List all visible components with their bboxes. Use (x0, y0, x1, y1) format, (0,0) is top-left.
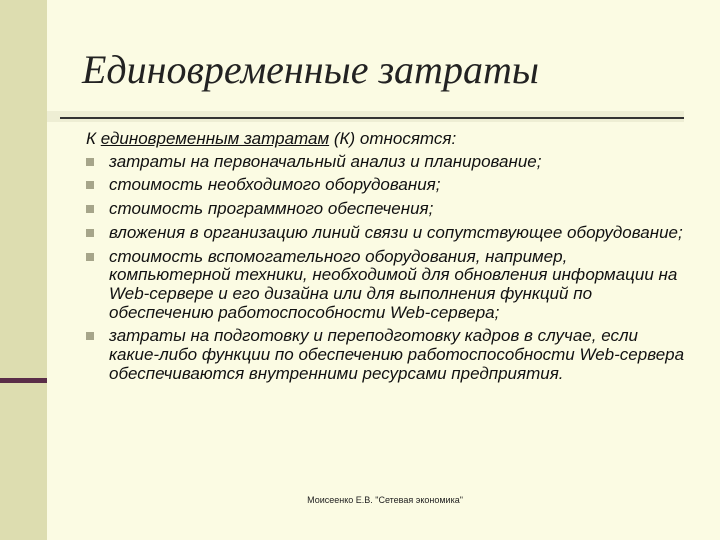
list-item-text: стоимость вспомогательного оборудования, например, компьютерной техники, необходимой для обновления информации на Web-сервере и его дизайна или для выполнения функций по обеспечению работоспособности Web-сервера; (109, 246, 678, 322)
slide-footer: Моисеенко Е.В. "Сетевая экономика" (307, 495, 463, 505)
list-item-text: вложения в организацию линий связи и сопутствующее оборудование; (109, 222, 683, 242)
intro-suffix: (К) относятся: (329, 129, 457, 148)
slide-title: Единовременные затраты (82, 47, 539, 92)
intro-prefix: К (86, 129, 101, 148)
list-item-text: затраты на первоначальный анализ и планирование; (109, 151, 542, 171)
slide-body (86, 130, 686, 388)
list-item (86, 327, 686, 383)
square-bullet-icon (86, 205, 94, 213)
square-bullet-icon (86, 332, 94, 340)
left-decor-band (0, 0, 47, 540)
list-item (86, 248, 686, 323)
square-bullet-icon (86, 158, 94, 166)
list-item (86, 176, 686, 195)
list-item (86, 153, 686, 172)
list-item (86, 200, 686, 219)
list-item (86, 224, 686, 243)
list-item-text: стоимость необходимого оборудования; (109, 175, 441, 195)
title-underline (60, 117, 684, 119)
left-band-divider (0, 378, 47, 383)
list-item-text: затраты на подготовку и переподготовку кадров в случае, если какие-либо функции по обеспечению работоспособности Web-сервера обеспечиваются внутренними ресурсами предприятия. (109, 326, 685, 383)
bullet-list (86, 153, 686, 384)
list-item-text: стоимость программного обеспечения; (109, 199, 434, 219)
square-bullet-icon (86, 181, 94, 189)
square-bullet-icon (86, 253, 94, 261)
intro-underlined-term: единовременным затратам (100, 129, 330, 148)
square-bullet-icon (86, 229, 94, 237)
intro-line (86, 130, 686, 149)
